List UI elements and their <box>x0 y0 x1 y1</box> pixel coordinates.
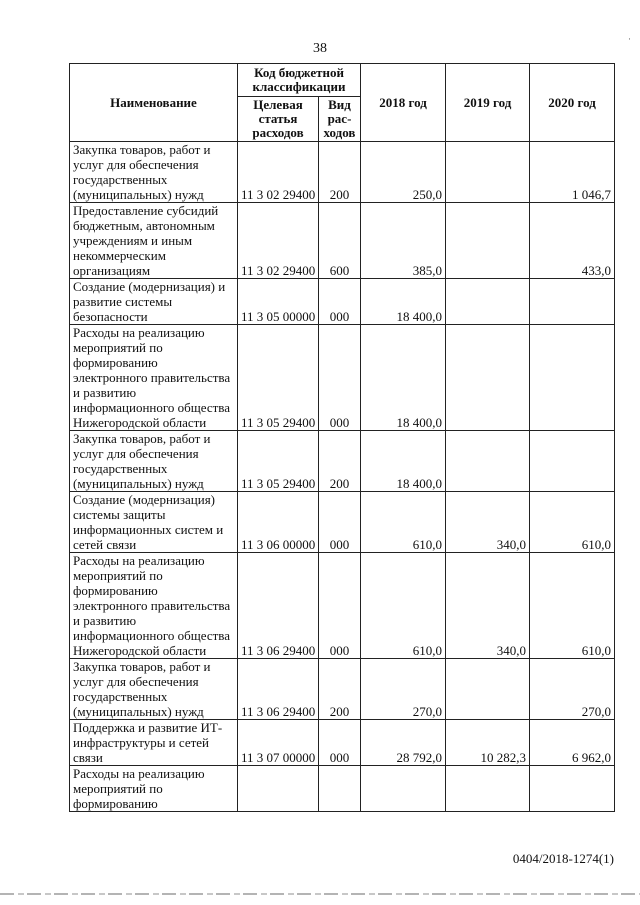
row-name: Поддержка и развитие ИТ-инфраструктуры и сетей связи <box>70 720 238 766</box>
row-target-code <box>238 766 319 812</box>
header-classification-group: Код бюджетной классификации <box>238 64 361 97</box>
row-name: Предоставление субсидий бюджетным, автономным учреждениям и иным некоммерческим организациям <box>70 203 238 279</box>
row-value-2020: 610,0 <box>530 492 615 553</box>
row-value-2018: 18 400,0 <box>361 431 446 492</box>
table-row <box>70 720 615 766</box>
row-value-2020: 433,0 <box>530 203 615 279</box>
row-expense-type <box>319 766 361 812</box>
row-value-2018: 610,0 <box>361 553 446 659</box>
row-value-2020 <box>530 279 615 325</box>
row-target-code: 11 3 06 29400 <box>238 659 319 720</box>
row-value-2020 <box>530 325 615 431</box>
header-2019: 2019 год <box>446 64 530 142</box>
row-name: Создание (модернизация) системы защиты информационных систем и сетей связи <box>70 492 238 553</box>
table-row <box>70 431 615 492</box>
row-name: Расходы на реализацию мероприятий по формированию электронного правительства и развитию информационного общества Нижегородской области <box>70 325 238 431</box>
document-code: 0404/2018-1274(1) <box>512 851 614 866</box>
row-value-2020: 610,0 <box>530 553 615 659</box>
row-value-2018: 610,0 <box>361 492 446 553</box>
row-value-2019 <box>446 766 530 812</box>
table-row <box>70 325 615 431</box>
row-expense-type: 000 <box>319 325 361 431</box>
row-value-2018: 18 400,0 <box>361 325 446 431</box>
row-value-2020: 6 962,0 <box>530 720 615 766</box>
row-value-2020 <box>530 766 615 812</box>
row-name: Закупка товаров, работ и услуг для обеспечения государственных (муниципальных) нужд <box>70 659 238 720</box>
row-name: Закупка товаров, работ и услуг для обеспечения государственных (муниципальных) нужд <box>70 431 238 492</box>
row-value-2018: 18 400,0 <box>361 279 446 325</box>
row-name: Расходы на реализацию мероприятий по формированию электронного правительства и развитию информационного общества Нижегородской области <box>70 553 238 659</box>
row-value-2019 <box>446 431 530 492</box>
row-value-2019: 340,0 <box>446 492 530 553</box>
header-expense-type: Вид рас-ходов <box>319 97 361 142</box>
row-value-2020: 270,0 <box>530 659 615 720</box>
row-expense-type: 000 <box>319 553 361 659</box>
table-row <box>70 279 615 325</box>
row-name: Закупка товаров, работ и услуг для обеспечения государственных (муниципальных) нужд <box>70 142 238 203</box>
row-expense-type: 200 <box>319 431 361 492</box>
header-name: Наименование <box>70 64 238 142</box>
row-value-2019: 10 282,3 <box>446 720 530 766</box>
row-target-code: 11 3 05 00000 <box>238 279 319 325</box>
row-value-2018: 385,0 <box>361 203 446 279</box>
table-row <box>70 492 615 553</box>
table-row <box>70 553 615 659</box>
row-target-code: 11 3 02 29400 <box>238 142 319 203</box>
row-value-2020 <box>530 431 615 492</box>
row-expense-type: 000 <box>319 279 361 325</box>
table-row <box>70 142 615 203</box>
table-row <box>70 203 615 279</box>
page-number: 38 <box>313 41 327 56</box>
row-value-2018: 270,0 <box>361 659 446 720</box>
header-2018: 2018 год <box>361 64 446 142</box>
header-row-top <box>70 64 615 97</box>
row-value-2020: 1 046,7 <box>530 142 615 203</box>
row-expense-type: 200 <box>319 142 361 203</box>
scan-artifact-line <box>0 893 640 895</box>
row-target-code: 11 3 05 29400 <box>238 325 319 431</box>
row-name: Расходы на реализацию мероприятий по формированию <box>70 766 238 812</box>
row-value-2019 <box>446 659 530 720</box>
row-value-2019 <box>446 325 530 431</box>
row-target-code: 11 3 07 00000 <box>238 720 319 766</box>
row-expense-type: 000 <box>319 492 361 553</box>
header-2020: 2020 год <box>530 64 615 142</box>
scan-mark: · <box>628 34 631 44</box>
row-name: Создание (модернизация) и развитие системы безопасности <box>70 279 238 325</box>
row-value-2018 <box>361 766 446 812</box>
table-row <box>70 659 615 720</box>
row-target-code: 11 3 06 00000 <box>238 492 319 553</box>
row-target-code: 11 3 02 29400 <box>238 203 319 279</box>
budget-table <box>69 63 615 812</box>
row-value-2019 <box>446 279 530 325</box>
row-value-2018: 28 792,0 <box>361 720 446 766</box>
row-target-code: 11 3 05 29400 <box>238 431 319 492</box>
row-value-2019 <box>446 203 530 279</box>
header-target-article: Целевая статья расходов <box>238 97 319 142</box>
row-expense-type: 600 <box>319 203 361 279</box>
row-value-2018: 250,0 <box>361 142 446 203</box>
row-target-code: 11 3 06 29400 <box>238 553 319 659</box>
row-expense-type: 000 <box>319 720 361 766</box>
row-value-2019 <box>446 142 530 203</box>
row-expense-type: 200 <box>319 659 361 720</box>
table-row <box>70 766 615 812</box>
row-value-2019: 340,0 <box>446 553 530 659</box>
